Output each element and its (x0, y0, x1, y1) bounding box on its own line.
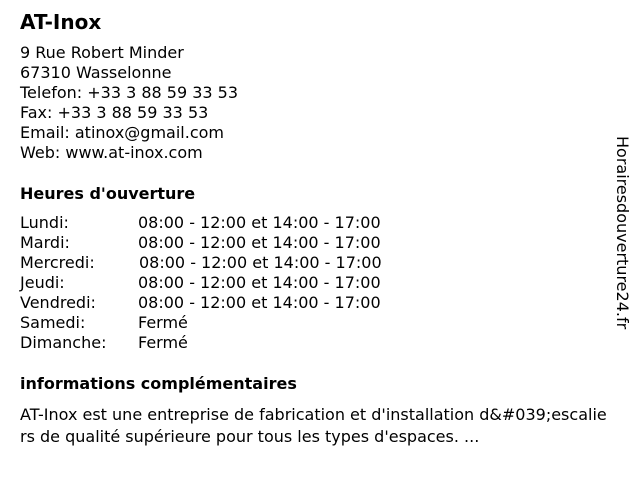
hours-time: 08:00 - 12:00 et 14:00 - 17:00 (138, 233, 381, 252)
fax-number: Fax: +33 3 88 59 33 53 (20, 103, 209, 122)
hours-time: 08:00 - 12:00 et 14:00 - 17:00 (138, 293, 381, 312)
hours-time: 08:00 - 12:00 et 14:00 - 17:00 (138, 213, 381, 232)
hours-row-sunday (20, 333, 382, 353)
hours-row-saturday (20, 313, 382, 333)
hours-row-thursday (20, 273, 382, 293)
hours-row-monday (20, 213, 382, 233)
hours-day: Jeudi: (20, 273, 65, 292)
opening-hours-table (20, 213, 382, 353)
phone-number: Telefon: +33 3 88 59 33 53 (20, 83, 239, 102)
hours-row-friday (20, 293, 382, 313)
hours-day: Samedi: (20, 313, 86, 332)
hours-day: Mercredi: (20, 253, 95, 272)
hours-day: Mardi: (20, 233, 70, 252)
hours-day: Dimanche: (20, 333, 107, 352)
hours-time: Fermé (138, 313, 188, 332)
hours-time: Fermé (138, 333, 188, 352)
hours-day: Vendredi: (20, 293, 96, 312)
address-city: 67310 Wasselonne (20, 63, 172, 82)
additional-info-text: AT-Inox est une entreprise de fabrication et d'installation d&#039;escaliers de qualité supérieure pour tous les types d'espaces. ... (20, 405, 607, 446)
hours-day: Lundi: (20, 213, 69, 232)
email-address: Email: atinox@gmail.com (20, 123, 224, 142)
hours-time: 08:00 - 12:00 et 14:00 - 17:00 (138, 273, 381, 292)
hours-time: 08:00 - 12:00 et 14:00 - 17:00 (139, 253, 382, 272)
address-street: 9 Rue Robert Minder (20, 43, 184, 62)
opening-hours-heading: Heures d'ouverture (20, 184, 196, 203)
contact-block (20, 43, 238, 163)
site-watermark: Horairesdouverture24.fr (613, 136, 632, 330)
company-name: AT-Inox (20, 10, 102, 34)
hours-row-tuesday (20, 233, 382, 253)
hours-row-wednesday (20, 253, 382, 273)
additional-info-heading: informations complémentaires (20, 374, 297, 393)
website-address: Web: www.at-inox.com (20, 143, 203, 162)
